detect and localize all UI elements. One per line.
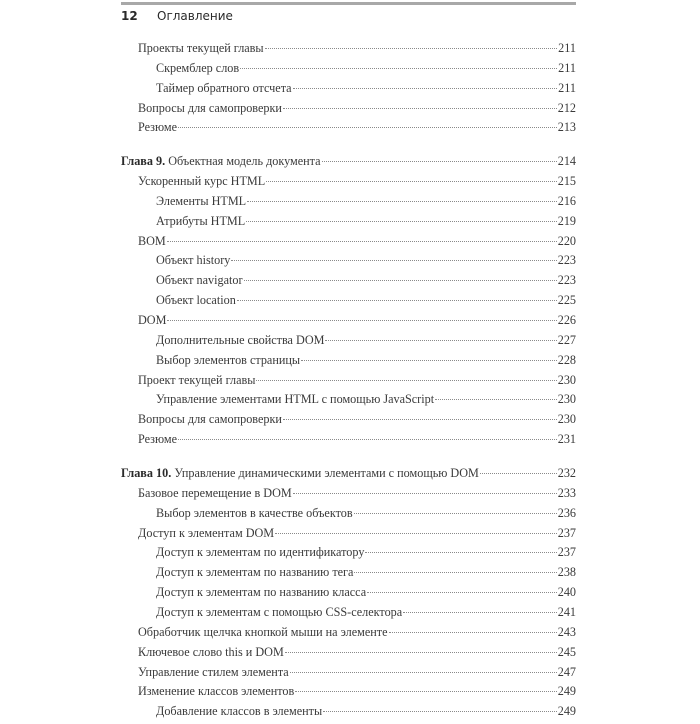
toc-entry-title	[138, 234, 166, 249]
toc-entry-title	[156, 273, 243, 288]
toc-page-number: 231	[557, 432, 576, 446]
chapter-number: Глава 10.	[121, 466, 172, 480]
entry-title-text: Доступ к элементам по названию класса	[156, 585, 367, 599]
toc-entry-title	[138, 101, 282, 116]
toc-entry	[138, 645, 576, 665]
toc-entry-title	[138, 432, 177, 447]
toc-page-number: 223	[557, 253, 576, 267]
entry-title-text: Резюме	[138, 432, 178, 446]
dot-leader	[167, 320, 556, 321]
dot-leader	[285, 652, 557, 653]
dot-leader	[354, 513, 557, 514]
toc-entry-title	[156, 214, 245, 229]
toc-entry-title	[138, 41, 264, 56]
toc-entry	[138, 486, 576, 506]
toc-page-number: 249	[557, 704, 576, 718]
toc-page-number: 233	[557, 486, 576, 500]
toc-entry	[138, 41, 576, 61]
entry-title-text: Ускоренный курс HTML	[138, 174, 266, 188]
entry-title-text: Добавление классов в элементы	[156, 704, 323, 718]
toc-page-number: 225	[557, 293, 576, 307]
toc-page-number: 227	[557, 333, 576, 347]
toc-entry	[138, 526, 576, 546]
toc-entry-title	[156, 545, 364, 560]
toc-page-number: 211	[558, 61, 576, 75]
toc-entry-title	[138, 684, 294, 699]
dot-leader	[237, 300, 557, 301]
toc-entry-title	[156, 81, 292, 96]
entry-title-text: Доступ к элементам с помощью CSS-селектора	[156, 605, 403, 619]
toc-page-number: 215	[557, 174, 576, 188]
entry-title-text: Управление динамическими элементами с помощью DOM	[174, 466, 479, 480]
entry-title-text: Изменение классов элементов	[138, 684, 295, 698]
entry-title-text: Скремблер слов	[156, 61, 240, 75]
dot-leader	[389, 632, 557, 633]
toc-entry	[156, 392, 576, 412]
toc-entry	[156, 253, 576, 273]
toc-entry-title	[156, 61, 239, 76]
toc-page-number: 214	[557, 154, 576, 168]
toc-page-number: 211	[558, 81, 576, 95]
dot-leader	[403, 612, 557, 613]
toc-entry-title	[156, 293, 236, 308]
dot-leader	[167, 241, 557, 242]
dot-leader	[246, 221, 557, 222]
entry-title-text: Таймер обратного отсчета	[156, 81, 292, 95]
toc-entry	[138, 432, 576, 452]
entry-title-text: Доступ к элементам DOM	[138, 526, 275, 540]
dot-leader	[435, 399, 557, 400]
toc-entry-title	[156, 704, 322, 719]
toc-page-number: 232	[557, 466, 576, 480]
entry-title-text: Ключевое слово this и DOM	[138, 645, 284, 659]
toc-page-number: 230	[557, 373, 576, 387]
entry-title-text: Управление стилем элемента	[138, 665, 289, 679]
toc-entry	[138, 373, 576, 393]
entry-title-text: Обработчик щелчка кнопкой мыши на элементе	[138, 625, 388, 639]
toc-entry-title	[156, 506, 353, 521]
entry-title-text: Объектная модель документа	[168, 154, 321, 168]
toc-chapter-entry	[121, 466, 576, 486]
toc-page-number: 236	[557, 506, 576, 520]
toc-entry	[156, 194, 576, 214]
toc-page-number: 249	[557, 684, 576, 698]
toc-chapter-entry	[121, 154, 576, 174]
dot-leader	[178, 439, 557, 440]
toc-entry	[156, 704, 576, 724]
toc-entry-title	[156, 605, 402, 620]
page-number: 12	[121, 9, 138, 23]
toc-entry-title	[138, 665, 289, 680]
dot-leader	[367, 592, 557, 593]
entry-title-text: Объект navigator	[156, 273, 243, 287]
toc-page-number: 237	[557, 545, 576, 559]
dot-leader	[283, 419, 557, 420]
toc-entry-title	[156, 392, 434, 407]
dot-leader	[265, 48, 558, 49]
toc-entry	[138, 665, 576, 685]
toc-entry-title	[156, 353, 300, 368]
entry-title-text: DOM	[138, 313, 167, 327]
dot-leader	[275, 533, 557, 534]
toc-entry-title	[121, 466, 479, 481]
toc-entry	[156, 585, 576, 605]
toc-entry	[138, 234, 576, 254]
entry-title-text: Объект location	[156, 293, 236, 307]
toc-page-number: 228	[557, 353, 576, 367]
toc-page-number: 245	[557, 645, 576, 659]
toc-page-number: 212	[557, 101, 576, 115]
toc-entry-title	[138, 412, 282, 427]
dot-leader	[244, 280, 557, 281]
toc-entry-title	[156, 253, 230, 268]
entry-title-text: Резюме	[138, 120, 178, 134]
toc-page-number: 230	[557, 412, 576, 426]
dot-leader	[325, 340, 556, 341]
entry-title-text: Доступ к элементам по идентификатору	[156, 545, 365, 559]
toc-entry	[138, 313, 576, 333]
toc-entry-title	[138, 486, 292, 501]
toc-page-number: 241	[557, 605, 576, 619]
entry-title-text: Выбор элементов в качестве объектов	[156, 506, 353, 520]
dot-leader	[247, 201, 557, 202]
toc-page-number: 220	[557, 234, 576, 248]
toc-page-number: 247	[557, 665, 576, 679]
toc-entry-title	[121, 154, 321, 169]
toc-page-number: 238	[557, 565, 576, 579]
toc-page-number: 243	[557, 625, 576, 639]
header-rule	[121, 2, 576, 5]
dot-leader	[322, 161, 557, 162]
dot-leader	[295, 691, 556, 692]
toc-entry-title	[156, 194, 246, 209]
dot-leader	[293, 493, 557, 494]
toc-entry	[156, 273, 576, 293]
toc-entry-title	[156, 333, 324, 348]
entry-title-text: Вопросы для самопроверки	[138, 101, 282, 115]
entry-title-text: BOM	[138, 234, 166, 248]
toc-entry-title	[138, 373, 255, 388]
entry-title-text: Выбор элементов страницы	[156, 353, 301, 367]
toc-entry-title	[138, 120, 177, 135]
toc-page-number: 226	[557, 313, 576, 327]
toc-page-number: 240	[557, 585, 576, 599]
toc-page-number: 216	[557, 194, 576, 208]
toc-entry	[138, 684, 576, 704]
toc-entry	[156, 333, 576, 353]
dot-leader	[323, 711, 557, 712]
dot-leader	[301, 360, 557, 361]
toc-entry-title	[138, 174, 265, 189]
toc-entry-title	[138, 313, 166, 328]
toc-entry	[156, 81, 576, 101]
dot-leader	[290, 672, 557, 673]
toc-page-number: 213	[557, 120, 576, 134]
entry-title-text: Доступ к элементам по названию тега	[156, 565, 354, 579]
entry-title-text: Проекты текущей главы	[138, 41, 264, 55]
entry-title-text: Базовое перемещение в DOM	[138, 486, 292, 500]
dot-leader	[283, 108, 557, 109]
dot-leader	[231, 260, 556, 261]
dot-leader	[178, 127, 557, 128]
toc-page-number: 223	[557, 273, 576, 287]
toc-entry-title	[138, 625, 388, 640]
toc-entry	[138, 101, 576, 121]
toc-entry	[138, 412, 576, 432]
toc-entry	[138, 120, 576, 140]
entry-title-text: Вопросы для самопроверки	[138, 412, 282, 426]
toc-entry-title	[156, 585, 366, 600]
toc-page-number: 211	[558, 41, 576, 55]
chapter-number: Глава 9.	[121, 154, 166, 168]
running-head	[121, 7, 233, 25]
toc-page-number: 237	[557, 526, 576, 540]
toc-entry	[156, 353, 576, 373]
entry-title-text: Дополнительные свойства DOM	[156, 333, 325, 347]
entry-title-text: Атрибуты HTML	[156, 214, 246, 228]
toc-entry-title	[156, 565, 353, 580]
dot-leader	[266, 181, 557, 182]
toc-entry	[156, 605, 576, 625]
dot-leader	[480, 473, 557, 474]
toc-entry-title	[138, 645, 284, 660]
entry-title-text: Объект history	[156, 253, 231, 267]
toc-entry	[156, 61, 576, 81]
toc-entry	[156, 214, 576, 234]
section-title: Оглавление	[157, 9, 233, 23]
toc-entry	[138, 174, 576, 194]
toc-page-number: 219	[557, 214, 576, 228]
entry-title-text: Проект текущей главы	[138, 373, 256, 387]
toc-entry	[156, 293, 576, 313]
toc-entry	[138, 625, 576, 645]
entry-title-text: Управление элементами HTML с помощью JavaScript	[156, 392, 435, 406]
dot-leader	[240, 68, 557, 69]
dot-leader	[256, 380, 556, 381]
dot-leader	[365, 552, 556, 553]
toc-entry	[156, 545, 576, 565]
toc-entry	[156, 565, 576, 585]
toc-entry	[156, 506, 576, 526]
toc-page-number: 230	[557, 392, 576, 406]
entry-title-text: Элементы HTML	[156, 194, 247, 208]
toc-entry-title	[138, 526, 274, 541]
dot-leader	[354, 572, 556, 573]
dot-leader	[293, 88, 558, 89]
